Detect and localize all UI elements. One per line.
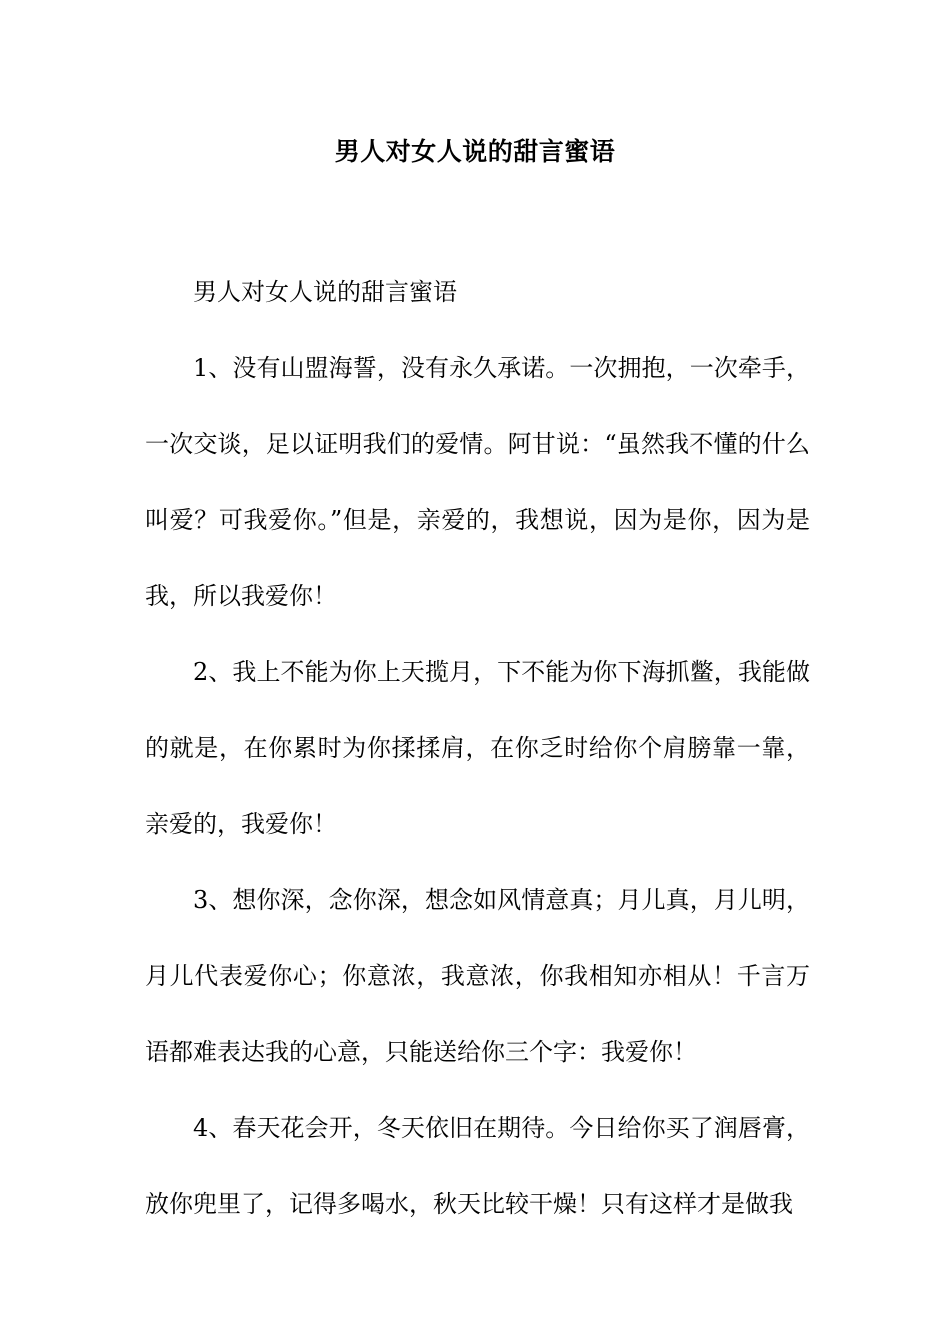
subtitle-paragraph: 男人对女人说的甜言蜜语 — [193, 278, 457, 306]
paragraph-3: 3、想你深，念你深，想念如风情意真；月儿真，月儿明，月儿代表爱你心；你意浓，我意浓，你我相知亦相从！千言万语都难表达我的心意，只能送给你三个字：我爱你！ — [145, 886, 810, 1066]
paragraph-1: 1、没有山盟海誓，没有永久承诺。一次拥抱，一次牵手，一次交谈，足以证明我们的爱情。阿甘说：“虽然我不懂的什么叫爱？可我爱你。”但是，亲爱的，我想说，因为是你，因为是我，所以我爱你！ — [145, 354, 810, 610]
paragraph-2: 2、我上不能为你上天揽月，下不能为你下海抓鳖，我能做的就是，在你累时为你揉揉肩，在你乏时给你个肩膀靠一靠，亲爱的，我爱你！ — [145, 658, 810, 838]
paragraph-4: 4、春天花会开，冬天依旧在期待。今日给你买了润唇膏，放你兜里了，记得多喝水，秋天比较干燥！只有这样才是做我 — [145, 1114, 810, 1218]
document-title: 男人对女人说的甜言蜜语 — [334, 137, 616, 166]
document-body — [145, 254, 810, 1242]
